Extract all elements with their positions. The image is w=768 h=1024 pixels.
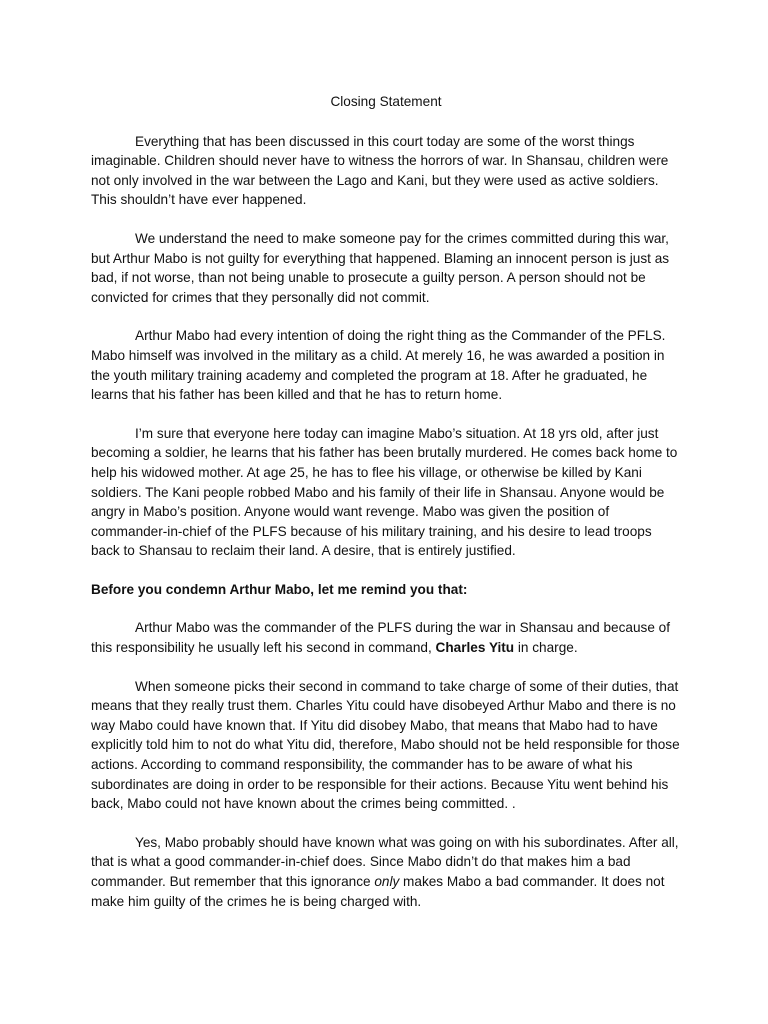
text-segment: Arthur Mabo was the commander of the PLFS during the war in Shansau and because of this responsibility he usually left his second in command, (91, 620, 670, 656)
paragraph-second-in-command (91, 618, 681, 657)
paragraph-final (91, 833, 681, 911)
text-segment: in charge. (514, 640, 578, 656)
lead-in-heading: Before you condemn Arthur Mabo, let me remind you that: (91, 581, 468, 597)
text-segment: Yes, Mabo probably should have known what was going on with his subordinates. After all, that is what a good commander-in-chief does. Since Mabo didn’t do that makes him a bad commander. But remember that this ignorance (91, 834, 679, 889)
bold-name: Charles Yitu (435, 640, 515, 656)
text-segment: makes Mabo a bad commander. It does not make him guilty of the crimes he is being charged with. (91, 874, 665, 909)
document-page (91, 92, 681, 930)
italic-word: only (374, 874, 400, 889)
paragraph-situation: I’m sure that everyone here today can imagine Mabo’s situation. At 18 yrs old, after just becoming a soldier, he learns that his father has been brutally murdered. He comes back home to help his widowed mother. At age 25, he has to flee his village, or otherwise be killed by Kani soldiers. The Kani people robbed Mabo and his family of their life in Shansau. Anyone would be angry in Mabo’s position. Anyone would want revenge. Mabo was given the position of commander-in-chief of the PLFS because of his military training, and his desire to lead troops back to Shansau to reclaim their land. A desire, that is entirely justified. (91, 425, 678, 559)
paragraph-trust: When someone picks their second in command to take charge of some of their duties, that means that they really trust them. Charles Yitu could have disobeyed Arthur Mabo and there is no way Mabo could have known that. If Yitu did disobey Mabo, that means that Mabo had to have explicitly told him to not do what Yitu did, therefore, Mabo should not be held responsible for those actions. According to command responsibility, the commander has to be aware of what his subordinates are doing in order to be responsible for their actions. Because Yitu went behind his back, Mabo could not have known about the crimes being committed. . (91, 678, 680, 812)
paragraph-innocence: We understand the need to make someone pay for the crimes committed during this war, but Arthur Mabo is not guilty for everything that happened. Blaming an innocent person is just as bad, if not worse, than not being unable to prosecute a guilty person. A person should not be convicted for crimes that they personally did not commit. (91, 230, 670, 305)
paragraph-opening: Everything that has been discussed in this court today are some of the worst things imaginable. Children should never have to witness the horrors of war. In Shansau, children were not only involved in the war between the Lago and Kani, but they were used as active soldiers. This shouldn’t have ever happened. (91, 133, 669, 208)
paragraph-background: Arthur Mabo had every intention of doing the right thing as the Commander of the PFLS. Mabo himself was involved in the military as a child. At merely 16, he was awarded a position in the youth military training academy and completed the program at 18. After he graduated, he learns that his father has been killed and that he has to return home. (91, 328, 666, 403)
document-title: Closing Statement (330, 94, 442, 109)
